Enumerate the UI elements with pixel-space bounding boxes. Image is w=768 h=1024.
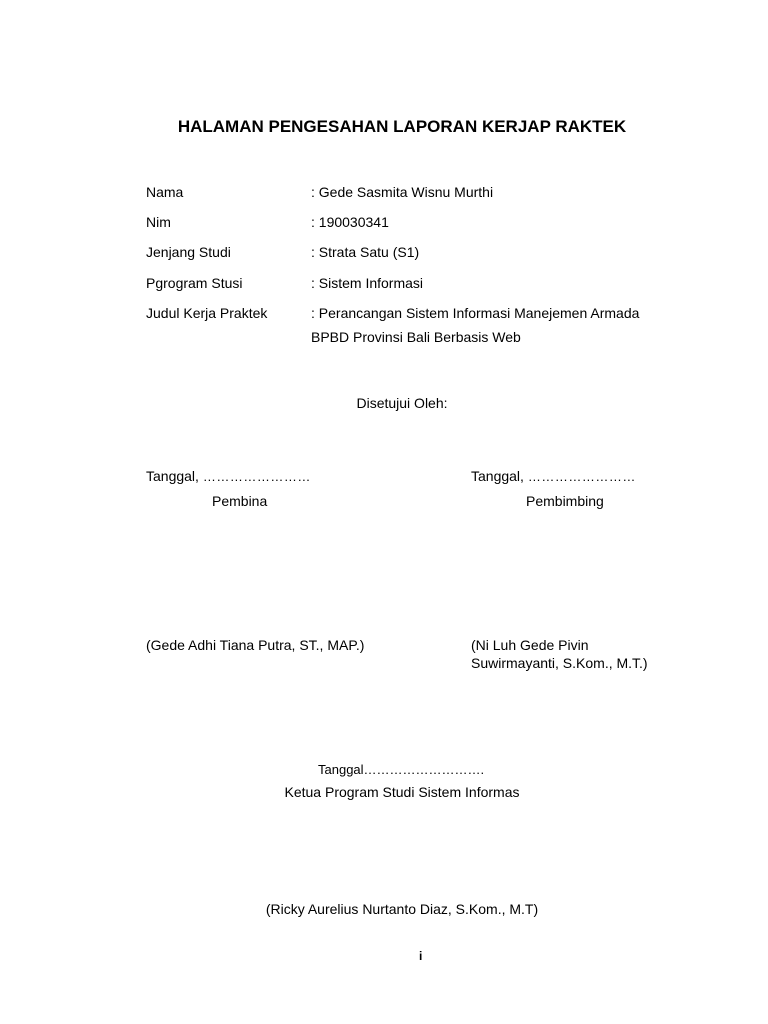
field-label-nama: Nama: [146, 184, 184, 200]
left-role: Pembina: [212, 493, 268, 509]
page-number: i: [419, 949, 423, 963]
field-label-jenjang: Jenjang Studi: [146, 244, 231, 260]
left-date-line: [146, 468, 311, 484]
right-date-dots: ……………………: [527, 469, 636, 484]
approved-by-heading: Disetujui Oleh:: [356, 395, 448, 411]
field-value-nim: : 190030341: [311, 214, 389, 230]
bottom-date-line: Tanggal……………………….: [318, 762, 485, 777]
right-role: Pembimbing: [526, 493, 604, 509]
left-date-dots: ……………………: [202, 469, 311, 484]
left-signer-name: (Gede Adhi Tiana Putra, ST., MAP.): [146, 637, 365, 653]
field-value-jenjang: : Strata Satu (S1): [311, 244, 420, 260]
field-label-nim: Nim: [146, 214, 171, 230]
bottom-signer-name: (Ricky Aurelius Nurtanto Diaz, S.Kom., M.T): [265, 901, 539, 917]
page-title: HALAMAN PENGESAHAN LAPORAN KERJAP RAKTEK: [177, 117, 627, 136]
right-signer-name-line2: Suwirmayanti, S.Kom., M.T.): [471, 655, 648, 671]
field-value-judul-line2: BPBD Provinsi Bali Berbasis Web: [311, 329, 521, 345]
right-date-label: Tanggal,: [471, 468, 524, 484]
right-signer-name-line1: (Ni Luh Gede Pivin: [471, 637, 589, 653]
field-value-program: : Sistem Informasi: [311, 275, 424, 291]
bottom-role: Ketua Program Studi Sistem Informas: [284, 784, 520, 800]
right-date-line: [471, 468, 636, 484]
field-value-nama: : Gede Sasmita Wisnu Murthi: [311, 184, 494, 200]
field-value-judul: : Perancangan Sistem Informasi Manejemen Armada: [311, 305, 640, 321]
left-date-label: Tanggal,: [146, 468, 199, 484]
field-label-program: Pgrogram Stusi: [146, 275, 243, 291]
field-label-judul: Judul Kerja Praktek: [146, 305, 268, 321]
